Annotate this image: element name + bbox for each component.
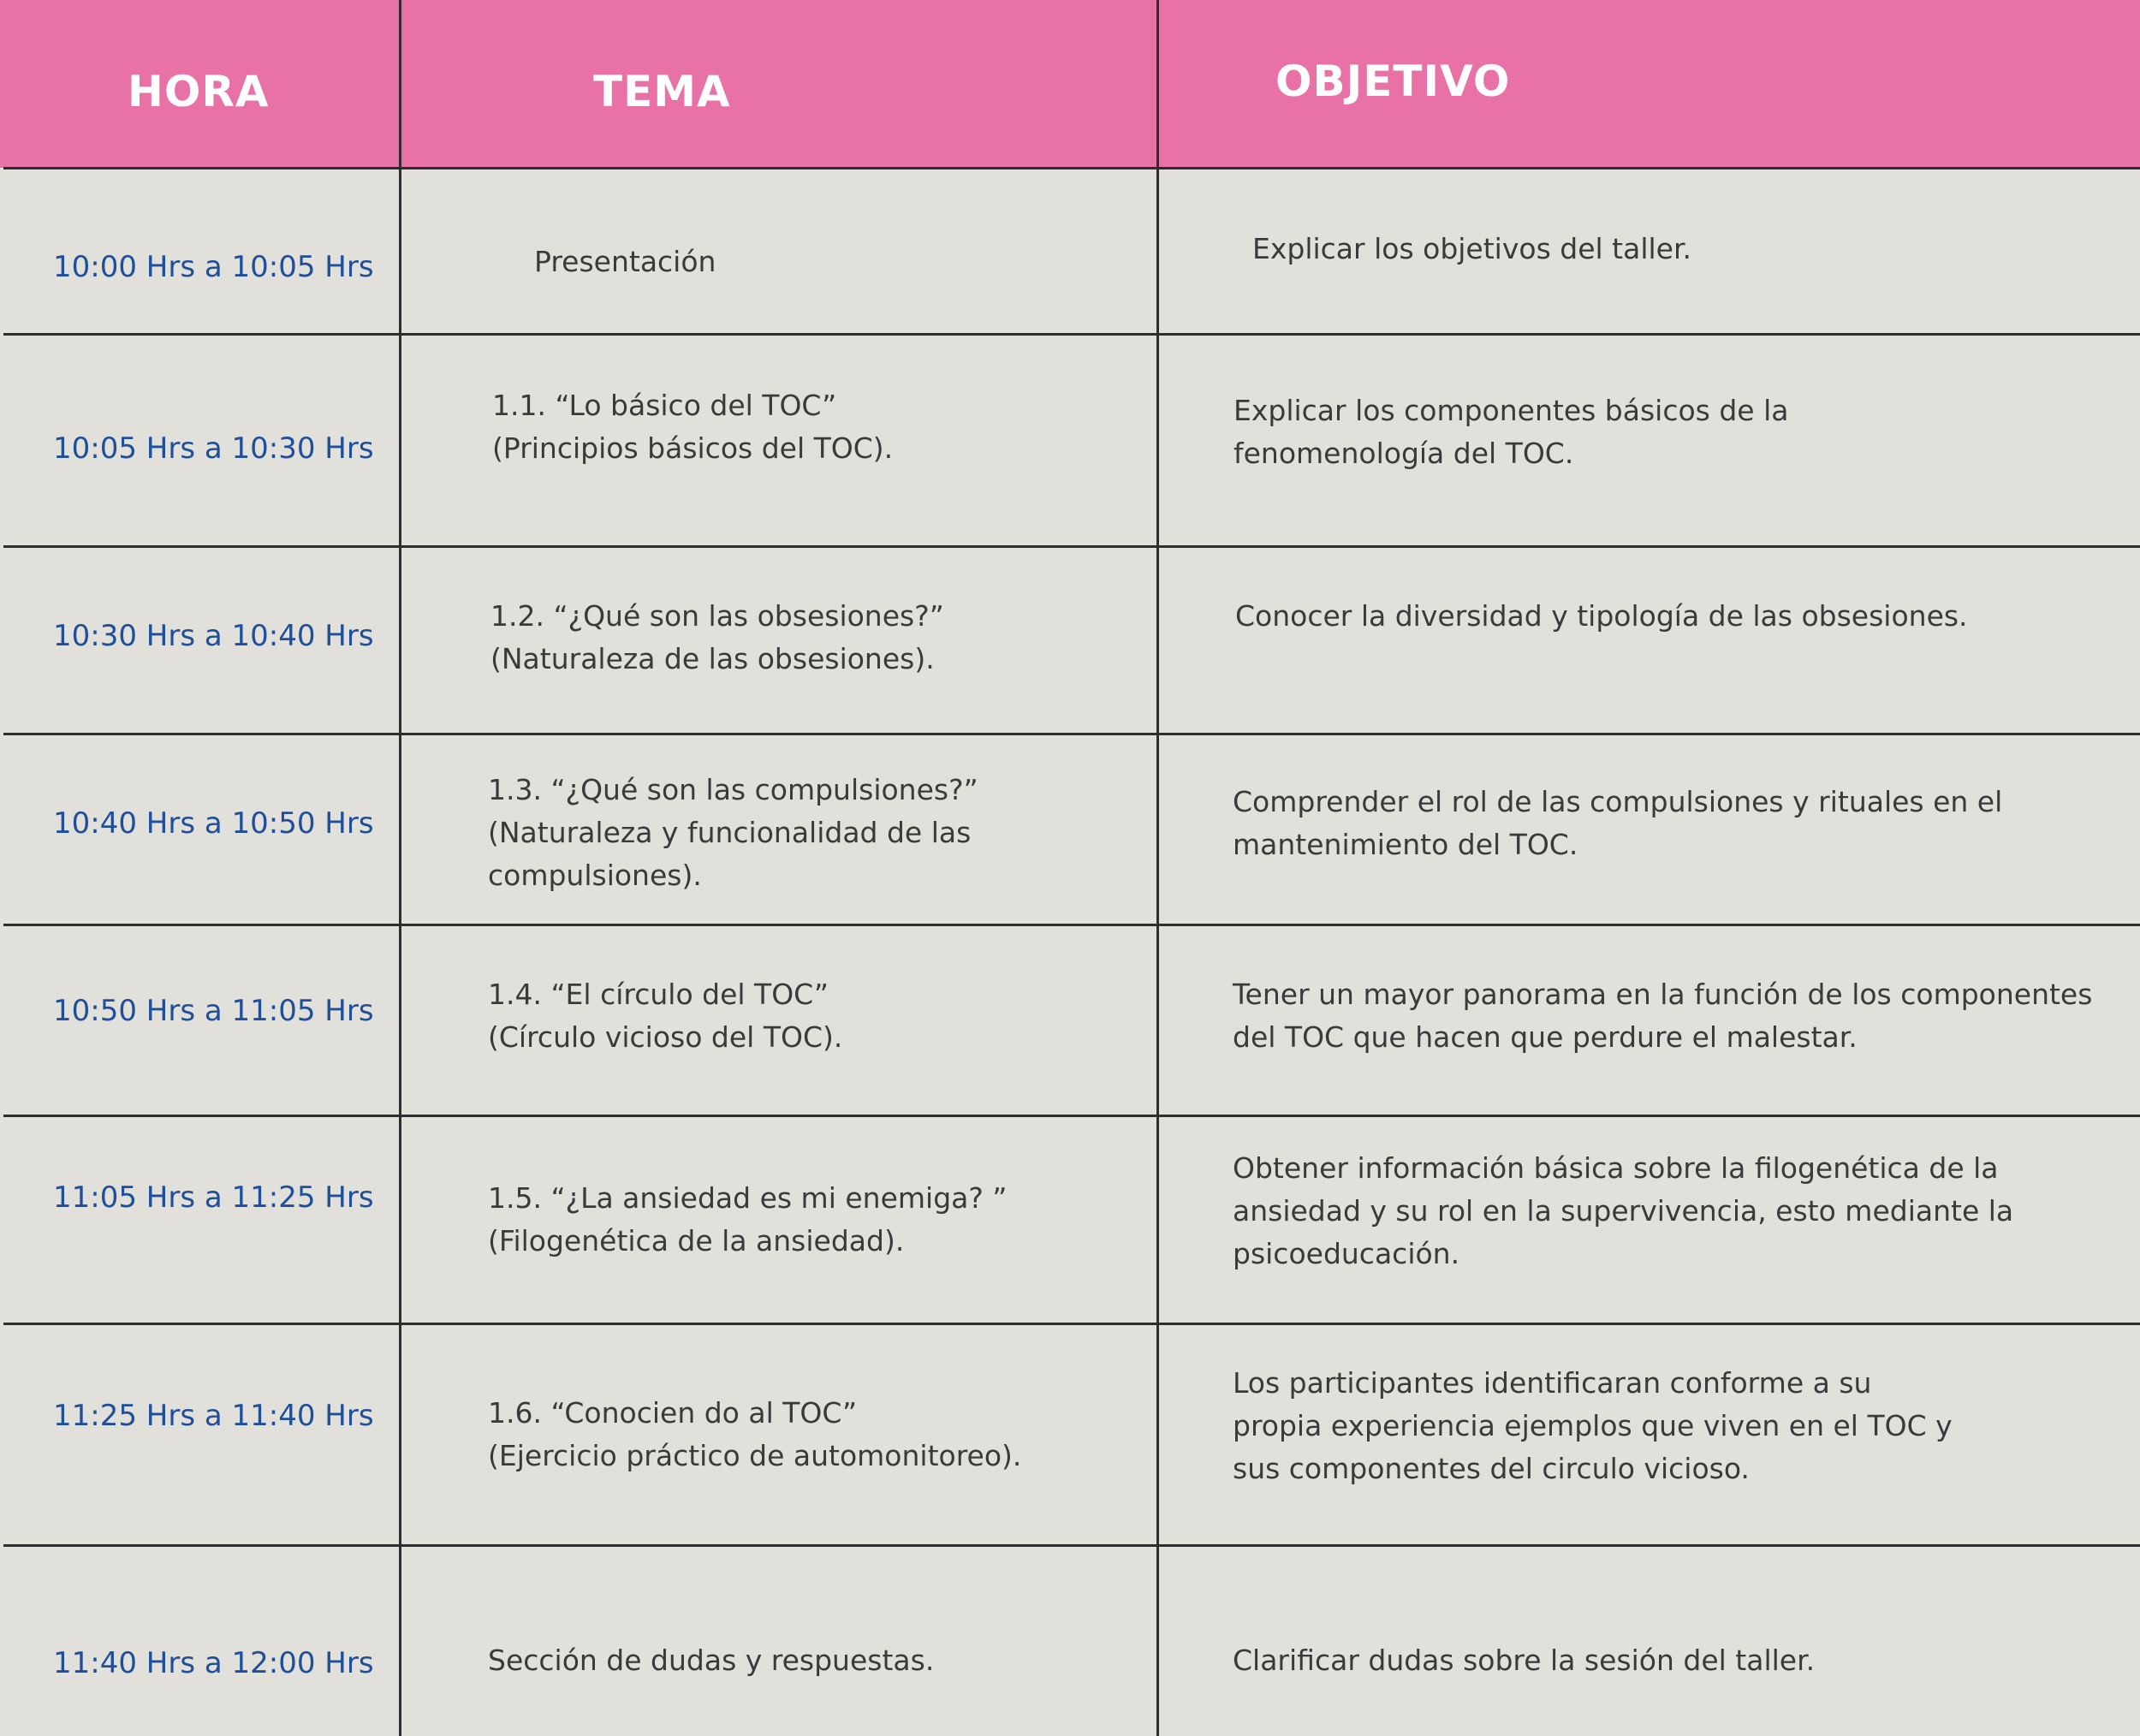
header-tema: TEMA <box>593 67 731 116</box>
tema-line: (Naturaleza de las obsesiones). <box>490 642 935 675</box>
hora-cell: 10:30 Hrs a 10:40 Hrs <box>53 619 374 653</box>
objetivo-line: ansiedad y su rol en la supervivencia, esto mediante la <box>1233 1194 2014 1228</box>
objetivo-line: Explicar los componentes básicos de la <box>1233 394 1789 427</box>
tema-line: 1.2. “¿Qué son las obsesiones?” <box>490 599 944 633</box>
tema-cell <box>488 1639 934 1682</box>
hora-cell: 11:05 Hrs a 11:25 Hrs <box>53 1180 374 1215</box>
objetivo-line: Clarificar dudas sobre la sesión del taller. <box>1233 1644 1816 1677</box>
hora-cell: 11:25 Hrs a 11:40 Hrs <box>53 1399 374 1433</box>
objetivo-line: Comprender el rol de las compulsiones y rituales en el <box>1233 785 2003 818</box>
hora-cell: 10:05 Hrs a 10:30 Hrs <box>53 431 374 466</box>
tema-cell <box>488 1177 1007 1263</box>
row-divider <box>3 1115 2140 1117</box>
objetivo-cell <box>1233 1639 1815 1682</box>
row-divider <box>3 333 2140 336</box>
objetivo-cell <box>1252 228 1691 271</box>
tema-cell <box>534 241 716 283</box>
objetivo-cell <box>1233 389 1788 475</box>
objetivo-line: psicoeducación. <box>1233 1237 1460 1270</box>
objetivo-cell <box>1233 1147 2013 1275</box>
tema-line: 1.4. “El círculo del TOC” <box>488 978 829 1011</box>
row-divider <box>3 545 2140 548</box>
row-divider <box>3 167 2140 169</box>
hora-cell: 10:00 Hrs a 10:05 Hrs <box>53 250 374 284</box>
column-divider <box>399 0 401 1736</box>
row-divider <box>3 924 2140 926</box>
tema-line: 1.5. “¿La ansiedad es mi enemiga? ” <box>488 1181 1008 1215</box>
tema-line: Sección de dudas y respuestas. <box>488 1644 935 1677</box>
tema-line: Presentación <box>534 245 716 278</box>
objetivo-line: fenomenología del TOC. <box>1233 437 1574 470</box>
header-hora: HORA <box>128 67 270 116</box>
tema-line: (Círculo vicioso del TOC). <box>488 1020 843 1054</box>
objetivo-cell <box>1233 781 2002 866</box>
objetivo-line: Tener un mayor panorama en la función de los componentes <box>1233 978 2093 1011</box>
objetivo-cell <box>1233 973 2092 1059</box>
tema-cell <box>488 973 842 1059</box>
objetivo-line: del TOC que hacen que perdure el malestar. <box>1233 1020 1858 1054</box>
header-objetivo: OBJETIVO <box>1275 56 1511 106</box>
tema-cell <box>492 384 893 470</box>
tema-line: compulsiones). <box>488 859 702 892</box>
column-divider <box>1156 0 1159 1736</box>
objetivo-line: Obtener información básica sobre la filogenética de la <box>1233 1151 1999 1185</box>
tema-cell <box>488 769 978 897</box>
objetivo-line: propia experiencia ejemplos que viven en el TOC y <box>1233 1409 1953 1442</box>
objetivo-line: mantenimiento del TOC. <box>1233 828 1578 861</box>
tema-cell <box>490 595 944 681</box>
table-header <box>0 0 2140 168</box>
objetivo-line: Conocer la diversidad y tipología de las obsesiones. <box>1235 599 1968 633</box>
objetivo-line: Explicar los objetivos del taller. <box>1252 232 1691 265</box>
tema-line: 1.1. “Lo básico del TOC” <box>492 389 837 422</box>
hora-cell: 10:50 Hrs a 11:05 Hrs <box>53 994 374 1028</box>
tema-line: (Naturaleza y funcionalidad de las <box>488 816 972 849</box>
row-divider <box>3 1323 2140 1325</box>
tema-line: (Ejercicio práctico de automonitoreo). <box>488 1439 1022 1472</box>
tema-line: 1.6. “Conocien do al TOC” <box>488 1396 858 1430</box>
objetivo-cell <box>1233 1362 1953 1490</box>
objetivo-line: sus componentes del circulo vicioso. <box>1233 1452 1750 1485</box>
row-divider <box>3 733 2140 735</box>
tema-line: (Principios básicos del TOC). <box>492 431 894 465</box>
tema-line: (Filogenética de la ansiedad). <box>488 1224 905 1257</box>
hora-cell: 10:40 Hrs a 10:50 Hrs <box>53 806 374 841</box>
tema-line: 1.3. “¿Qué son las compulsiones?” <box>488 773 978 806</box>
hora-cell: 11:40 Hrs a 12:00 Hrs <box>53 1646 374 1680</box>
objetivo-line: Los participantes identificaran conforme a su <box>1233 1366 1872 1400</box>
tema-cell <box>488 1392 1021 1477</box>
objetivo-cell <box>1235 595 1968 638</box>
row-divider <box>3 1544 2140 1547</box>
